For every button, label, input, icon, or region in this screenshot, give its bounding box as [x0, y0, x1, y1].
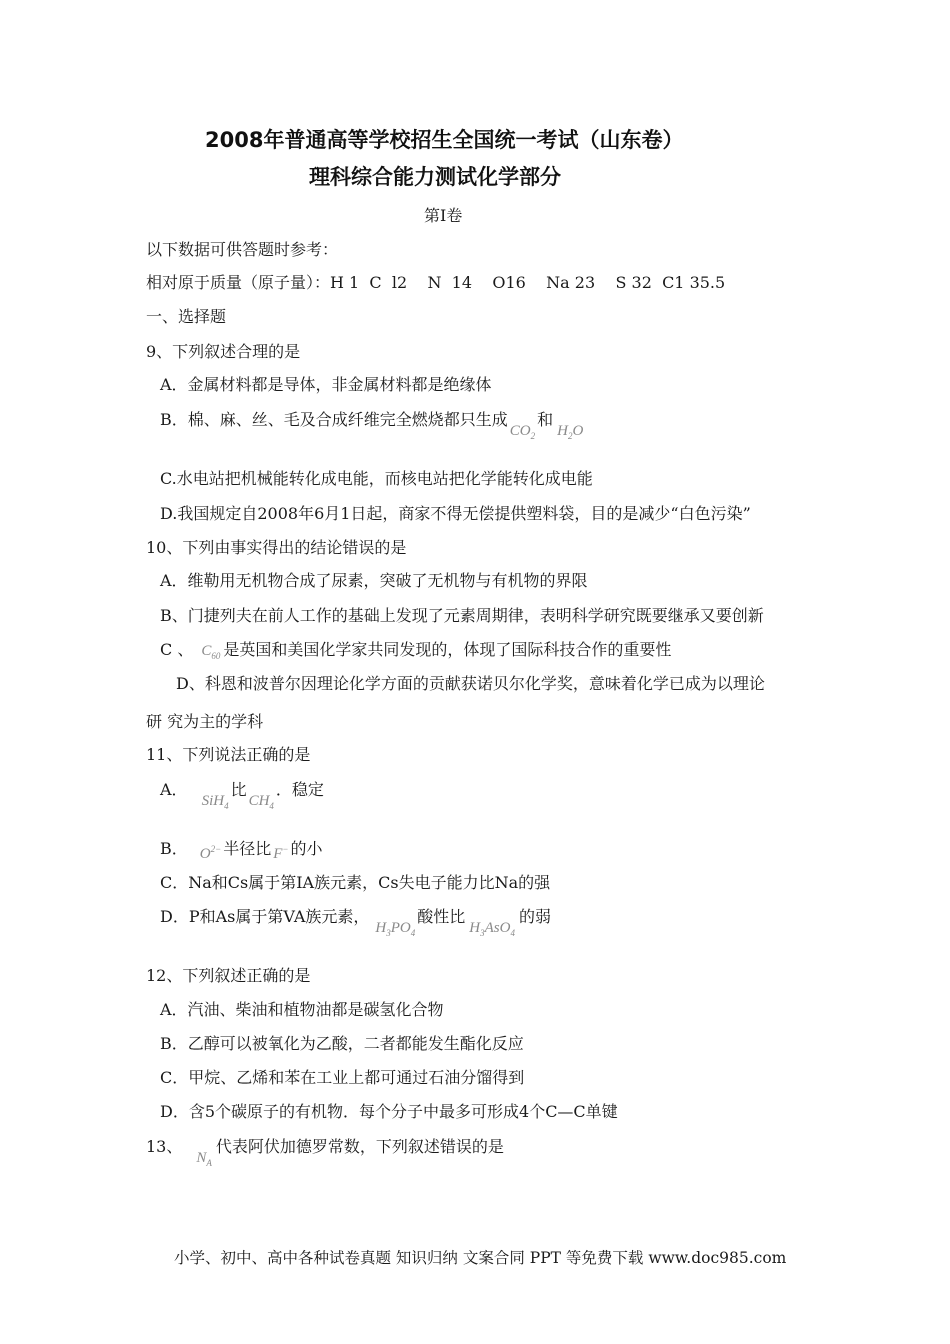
q13-stem-text: 代表阿伏加德罗常数，下列叙述错误的是: [215, 1137, 504, 1156]
section-heading: 一、选择题: [146, 307, 227, 326]
ch4-formula: $CH_4$: [248, 793, 274, 811]
q11-option-c: C．Na和Cs属于第IA族元素，Cs失电子能力比Na的强: [160, 873, 551, 892]
exam-title: 2008年普通高等学校招生全国统一考试（山东卷）: [205, 128, 684, 152]
co2-formula: $CO_2$: [509, 423, 536, 441]
exam-subtitle: 理科综合能力测试化学部分: [309, 165, 561, 189]
q9-option-b-he: 和: [537, 410, 554, 429]
q11-option-b: [160, 836, 323, 862]
q10-option-d-line2: 研 究为主的学科: [146, 712, 264, 731]
q9-option-b: [160, 407, 584, 441]
q9-stem: 9、下列叙述合理的是: [146, 342, 301, 361]
q10-option-c-label: C 、: [160, 640, 194, 659]
c60-formula: $C_{60}$: [201, 643, 221, 661]
q12-option-b: B．乙醇可以被氧化为乙酸，二者都能发生酯化反应: [160, 1034, 524, 1053]
q12-option-c: C．甲烷、乙烯和苯在工业上都可通过石油分馏得到: [160, 1068, 525, 1087]
q10-option-a: A．维勒用无机物合成了尿素，突破了无机物与有机物的界限: [160, 571, 588, 590]
atomic-masses-label: 相对原于质量（原子量）：: [146, 273, 331, 292]
q10-option-d-line1: D、科恩和波普尔因理论化学方面的贡献获诺贝尔化学奖，意味着化学已成为以理论: [176, 674, 765, 693]
na-constant-formula: $N_A$: [196, 1150, 212, 1168]
q11-option-b-tail: 的小: [290, 839, 323, 858]
q10-option-c: [160, 637, 671, 661]
q11-option-d: [160, 904, 551, 938]
atomic-masses-values: H 1 C l2 N 14 O16 Na 23 S 32 C1 35.5: [330, 273, 726, 292]
q11-option-a-bi: 比: [230, 780, 247, 799]
q13-stem: [146, 1134, 504, 1168]
q11-option-b-mid: 半径比: [223, 839, 272, 858]
h3po4-formula: $H_3PO_4$: [375, 920, 416, 938]
q9-option-d: D.我国规定自2008年6月1日起，商家不得无偿提供塑料袋，目的是减少“白色污染”: [160, 504, 751, 523]
q10-option-c-text: 是英国和美国化学家共同发现的，体现了国际科技合作的重要性: [223, 640, 672, 659]
footer-note: 小学、初中、高中各种试卷真题 知识归纳 文案合同 PPT 等免费下载 www.doc985.com: [174, 1249, 787, 1267]
sih4-formula: SiH$_4$: [201, 793, 229, 811]
atomic-masses-line: [146, 270, 725, 293]
q11-option-a-label: A．: [160, 780, 188, 799]
q12-option-d: D．含5个碳原子的有机物．每个分子中最多可形成4个C—C单键: [160, 1102, 618, 1121]
q11-option-a-tail: ．稳定: [275, 780, 324, 799]
q9-option-c: C.水电站把机械能转化成电能，而核电站把化学能转化成电能: [160, 469, 593, 488]
q10-option-b: B、门捷列夫在前人工作的基础上发现了元素周期律，表明科学研究既要继承又要创新: [160, 606, 764, 625]
h3aso4-formula: $H_3AsO_4$: [469, 920, 515, 938]
volume-label: 第Ⅰ卷: [424, 206, 463, 225]
q13-label: 13、: [146, 1137, 183, 1156]
h2o-formula: $H_2O$: [557, 423, 584, 441]
q12-option-a: A．汽油、柴油和植物油都是碳氢化合物: [160, 1000, 444, 1019]
q11-option-d-mid: 酸性比: [417, 907, 466, 926]
q9-option-b-text: B．棉、麻、丝、毛及合成纤维完全燃烧都只生成: [160, 410, 508, 429]
q11-option-d-text: D．P和As属于第VA族元素，: [160, 907, 370, 926]
q11-option-b-label: B．: [160, 839, 188, 858]
q12-stem: 12、下列叙述正确的是: [146, 966, 311, 985]
q11-option-d-tail: 的弱: [518, 907, 551, 926]
q11-option-a: [160, 777, 324, 811]
o2-ion-formula: $O^{2-}$: [199, 844, 222, 862]
q9-option-a: A．金属材料都是导体，非金属材料都是绝缘体: [160, 375, 492, 394]
q10-stem: 10、下列由事实得出的结论错误的是: [146, 538, 407, 557]
f-ion-formula: F−: [273, 844, 289, 862]
reference-intro: 以下数据可供答题时参考：: [146, 240, 339, 259]
q11-stem: 11、下列说法正确的是: [146, 745, 311, 764]
